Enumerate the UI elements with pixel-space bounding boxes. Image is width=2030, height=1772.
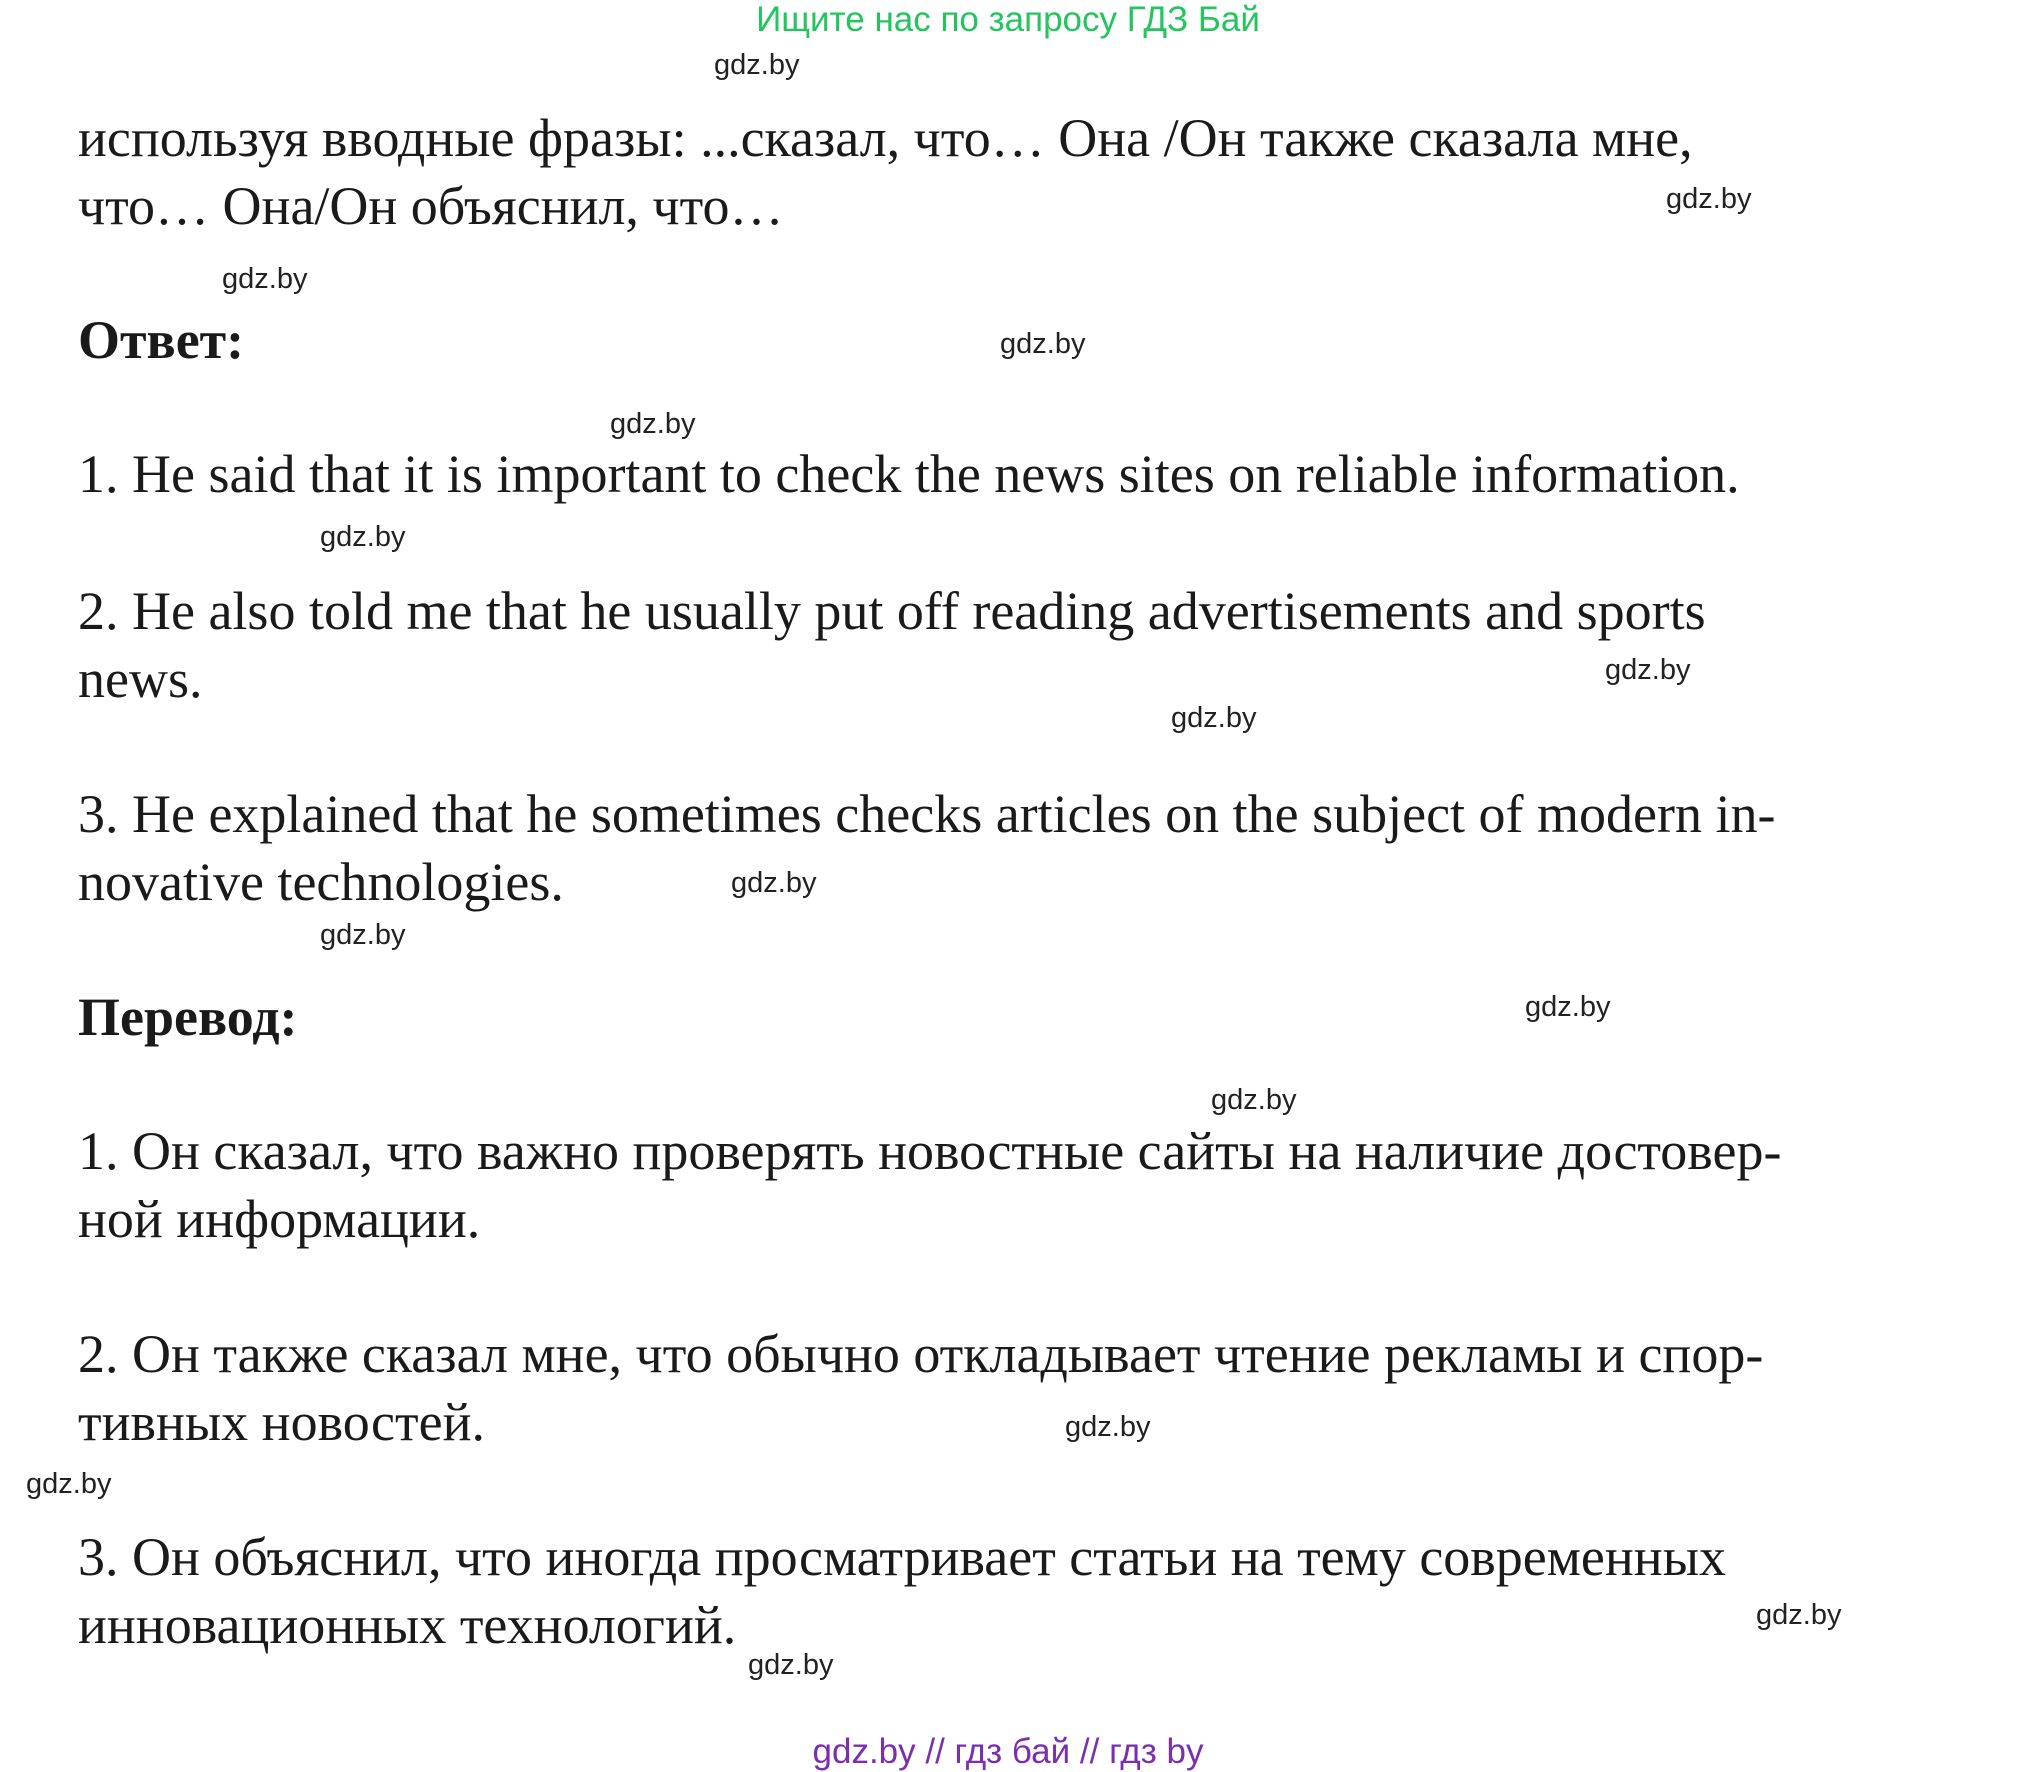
answer-item-2-line-1: 2. He also told me that he usually put off reading advertisements and sports — [78, 581, 1706, 641]
watermark: gdz.by — [1171, 702, 1257, 734]
translation-item-2 — [78, 1320, 1938, 1456]
translation-item-3-line-1: 3. Он объяснил, что иногда просматривает статьи на тему современных — [78, 1527, 1726, 1587]
intro-text — [78, 104, 1938, 240]
watermark: gdz.by — [1211, 1084, 1297, 1116]
watermark: gdz.by — [748, 1649, 834, 1681]
translation-item-3 — [78, 1523, 1938, 1659]
watermark: gdz.by — [610, 408, 696, 440]
answer-item-3-line-1: 3. He explained that he sometimes checks articles on the subject of modern in- — [78, 784, 1776, 844]
watermark: gdz.by — [1065, 1411, 1151, 1443]
translation-item-1 — [78, 1117, 1938, 1253]
intro-line-1: используя вводные фразы: ...сказал, что… Она /Он также сказала мне, — [78, 108, 1693, 168]
answer-item-2-line-2: news. — [78, 649, 203, 709]
watermark: gdz.by — [1000, 328, 1086, 360]
answer-item-2 — [78, 577, 1938, 713]
translation-item-1-line-1: 1. Он сказал, что важно проверять новостные сайты на наличие достовер- — [78, 1121, 1782, 1181]
watermark: gdz.by — [1666, 183, 1752, 215]
answer-item-3-line-2: novative technologies. — [78, 852, 564, 912]
translation-item-1-line-2: ной информации. — [78, 1189, 481, 1249]
translation-item-3-line-2: инновационных технологий. — [78, 1595, 737, 1655]
answer-heading: Ответ: — [78, 310, 245, 370]
banner: Ищите нас по запросу ГДЗ Бай — [756, 0, 1260, 39]
answer-item-3 — [78, 780, 1938, 916]
intro-line-2: что… Она/Он объяснил, что… — [78, 176, 784, 236]
translation-item-2-line-1: 2. Он также сказал мне, что обычно откладывает чтение рекламы и спор- — [78, 1324, 1764, 1384]
watermark: gdz.by — [714, 49, 800, 81]
watermark: gdz.by — [320, 521, 406, 553]
watermark: gdz.by — [731, 867, 817, 899]
translation-heading: Перевод: — [78, 987, 298, 1047]
watermark: gdz.by — [26, 1468, 112, 1500]
watermark: gdz.by — [320, 919, 406, 951]
watermark: gdz.by — [1525, 991, 1611, 1023]
answer-item-1 — [78, 440, 1938, 508]
footer-links: gdz.by // гдз бай // гдз by — [812, 1732, 1204, 1771]
translation-item-2-line-2: тивных новостей. — [78, 1392, 485, 1452]
watermark: gdz.by — [1605, 654, 1691, 686]
watermark: gdz.by — [222, 263, 308, 295]
answer-item-1-line-1: 1. He said that it is important to check the news sites on reliable information. — [78, 444, 1740, 504]
watermark: gdz.by — [1756, 1599, 1842, 1631]
